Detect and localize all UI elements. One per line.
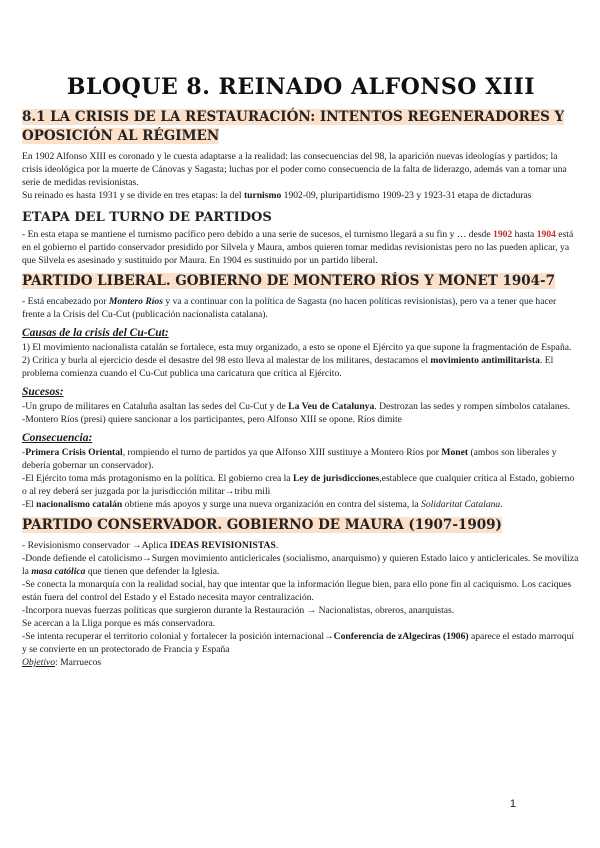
list-item: -Incorpora nuevas fuerzas políticas que surgieron durante la Restauración → Nacionalistas, obreros, anarquistas.: [22, 605, 455, 616]
list-item: -Montero Ríos (presi) quiere sancionar a los participantes, pero Alfonso XIII se opone. Ríos dimite: [22, 414, 402, 425]
subheading-consecuencia: Consecuencia:: [22, 432, 93, 444]
document-page: [22, 74, 580, 669]
list-item: -Donde defiende el catolicismo→Surgen movimiento anticlericales (socialismo, anarquismo) y quieren Estado laico y anticlericales. Se moviliza la masa católica que tienen que defender la Iglesia.: [22, 553, 579, 577]
section-heading-turno: ETAPA DEL TURNO DE PARTIDOS: [22, 210, 272, 225]
list-item: -Se intenta recuperar el territorio colonial y fortalecer la posición internacional→Conferencia de zAlgeciras (1906) aparece el estado marroquí y se convierte en un protectorado de Francia y España: [22, 631, 575, 655]
list-item: 2) Crítica y burla al ejercicio desde el desastre del 98 esto lleva al malestar de los militares, destacamos el movimiento antimilitarista. El problema comienza cuando el Cu-Cut publica una caricatura que crítica al Ejército.: [22, 355, 554, 379]
page-number: 1: [509, 798, 516, 810]
list-item: -El Ejército toma más protagonismo en la política. El gobierno crea la Ley de jurisdicciones,establece que cualquier crítica al Estado, gobierno o al rey deberá ser juzgada por la jurisdicción militar→tribu mili: [22, 473, 575, 497]
subheading-sucesos: Sucesos:: [22, 386, 64, 398]
section-heading-conservador: PARTIDO CONSERVADOR. GOBIERNO DE MAURA (1907-1909): [22, 517, 502, 533]
list-item: Objetivo: Marruecos: [22, 657, 102, 668]
list-item: 1) El movimiento nacionalista catalán se fortalece, esta muy organizado, a esto se opone el Ejército ya que supone la fragmentación de España.: [22, 342, 572, 353]
list-item: -El nacionalismo catalán obtiene más apoyos y surge una nueva organización en contra del sistema, la Solidaritat Catalana.: [22, 499, 503, 510]
list-item: - Revisionismo conservador →Aplica IDEAS REVISIONISTAS.: [22, 540, 279, 551]
paragraph: En 1902 Alfonso XIII es coronado y le cuesta adaptarse a la realidad: las consecuencias del 98, la aparición nuevas ideologías y partidos; la crisis ideológica por la muerte de Cánovas y Sagasta; luchas por el poder como consecuencia de la falta de liderazgo, además van a tomar una serie de medidas revisionistas.: [22, 151, 567, 188]
subheading-causas: Causas de la crisis del Cu-Cut:: [22, 327, 169, 339]
list-item: -Un grupo de militares en Cataluña asaltan las sedes del Cu-Cut y de La Veu de Catalunya. Destrozan las sedes y rompen símbolos catalanes.: [22, 401, 571, 412]
page-title: BLOQUE 8. REINADO ALFONSO XIII: [66, 74, 536, 100]
paragraph: - Está encabezado por Montero Ríos y va a continuar con la política de Sagasta (no hacen políticas revisionistas), pero va a tener que hacer frente a la Crisis del Cu-Cut (publicación nacionalista catalana).: [22, 296, 557, 320]
paragraph: Su reinado es hasta 1931 y se divide en tres etapas: la del turnismo 1902-09, pluripartidismo 1909-23 y 1923-31 etapa de dictaduras: [22, 190, 532, 201]
list-item: Se acercan a la Lliga porque es más conservadora.: [22, 618, 216, 629]
paragraph: - En esta etapa se mantiene el turnismo pacífico pero debido a una serie de sucesos, el turnismo llegará a su fin y … desde 1902 hasta 1904 está en el gobierno el partido conservador presidido por Silvela y Maura, ambos quieren tomar medidas revisionistas pero no las pueden aplicar, ya que Silvela es asesinado y sustituido por Maura. En 1904 es sustituido por un partido liberal.: [22, 229, 574, 266]
section-heading-crisis: 8.1 LA CRISIS DE LA RESTAURACIÓN: INTENTOS REGENERADORES Y OPOSICIÓN AL RÉGIMEN: [22, 109, 565, 144]
list-item: -Primera Crisis Oriental, rompiendo el turno de partidos ya que Alfonso XIII sustituye a Montero Ríos por Monet (ambos son liberales y debería gobernar un conservador).: [22, 447, 557, 471]
list-item: -Se conecta la monarquía con la realidad social, hay que intentar que la información llegue bien, para ello pone fin al caciquismo. Los caciques están fuera del control del Estado y el Estado necesita mayor centralización.: [22, 579, 572, 603]
section-heading-liberal: PARTIDO LIBERAL. GOBIERNO DE MONTERO RÍOS Y MONET 1904-7: [22, 273, 556, 289]
